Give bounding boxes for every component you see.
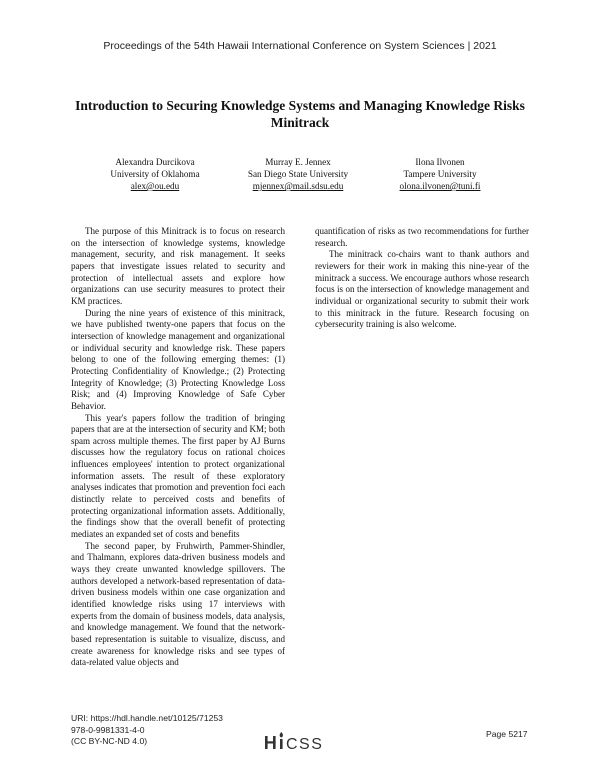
author-email-link[interactable]: alex@ou.edu: [130, 181, 180, 191]
paragraph: This year's papers follow the tradition of bringing papers that are at the intersection of security and KM; both spam across multiple themes. The first paper by AJ Burns discusses how the regulatory focus on rational choices influences employees' intention to protect organizational information assets. The result of these exploratory analyses indicates that promotion and prevention foci each distinctly relate to perceived costs and benefits of protecting organizational information assets. Additionally, the findings show that the overall benefit of protecting mediates an expanded set of costs and benefits: [71, 412, 285, 540]
footer-metadata: [71, 713, 223, 748]
author-affiliation: Tampere University: [403, 169, 477, 179]
author-name: Murray E. Jennex: [265, 157, 331, 167]
paragraph: The second paper, by Fruhwirth, Pammer-Shindler, and Thalmann, explores data-driven business models and ways they create unwanted knowledge spillovers. The authors developed a network-based representation of data-driven business models within one case organization and identified knowledge risks using 17 interviews with experts from the domain of business models, data analysis, and knowledge management. We found that the network-based representation is suitable to visualize, discuss, and create awareness for knowledge risks and see types of data-related value objects and: [71, 540, 285, 668]
author-name: Ilona Ilvonen: [415, 157, 465, 167]
paragraph: During the nine years of existence of this minitrack, we have published twenty-one papers that focus on the intersection of knowledge management and organizational or individual security and knowledge risk. These papers belong to one of the following emerging themes: (1) Protecting Confidentiality of Knowledge.; (2) Protecting Integrity of Knowledge; (3) Protecting Knowledge Loss Risk; and (4) Improving Knowledge of Safe Cyber Behavior.: [71, 307, 285, 411]
body-column-right: [315, 226, 529, 331]
body-column-left: [71, 226, 285, 669]
footer-license: (CC BY-NC-ND 4.0): [71, 736, 148, 746]
paragraph: quantification of risks as two recommendations for further research.: [315, 226, 529, 248]
author-email-link[interactable]: olona.ilvonen@tuni.fi: [399, 181, 481, 191]
hicss-logo-icon: [263, 731, 337, 753]
paper-title: Introduction to Securing Knowledge Systems and Managing Knowledge Risks Minitrack: [75, 98, 525, 130]
conference-header: Proceedings of the 54th Hawaii International Conference on System Sciences | 2021: [103, 40, 497, 52]
author-affiliation: University of Oklahoma: [110, 169, 200, 179]
author-name: Alexandra Durcikova: [115, 157, 195, 167]
author-affiliation: San Diego State University: [247, 169, 349, 179]
paragraph: The minitrack co-chairs want to thank authors and reviewers for their work in making this nine-year of the minitrack a success. We encourage authors whose research focus is on the intersection of knowledge management and individual or organizational security to submit their work to this minitrack in the future. Research focusing on cybersecurity training is also welcome.: [315, 249, 529, 330]
author-email-link[interactable]: mjennex@mail.sdsu.edu: [252, 181, 344, 191]
footer-isbn: 978-0-9981331-4-0: [71, 724, 145, 735]
footer-uri-link[interactable]: URI: https://hdl.handle.net/10125/71253: [71, 713, 223, 723]
author-3: [350, 156, 530, 192]
svg-text:CSS: CSS: [286, 736, 324, 753]
paragraph: The purpose of this Minitrack is to focus on research on the intersection of knowledge systems, knowledge management, security, and risk management. It seeks papers that investigate issues related to security and protection of intellectual assets and explore how organizations can use security measures to protect their KM practices.: [71, 226, 285, 306]
page-number: Page 5217: [486, 729, 528, 739]
